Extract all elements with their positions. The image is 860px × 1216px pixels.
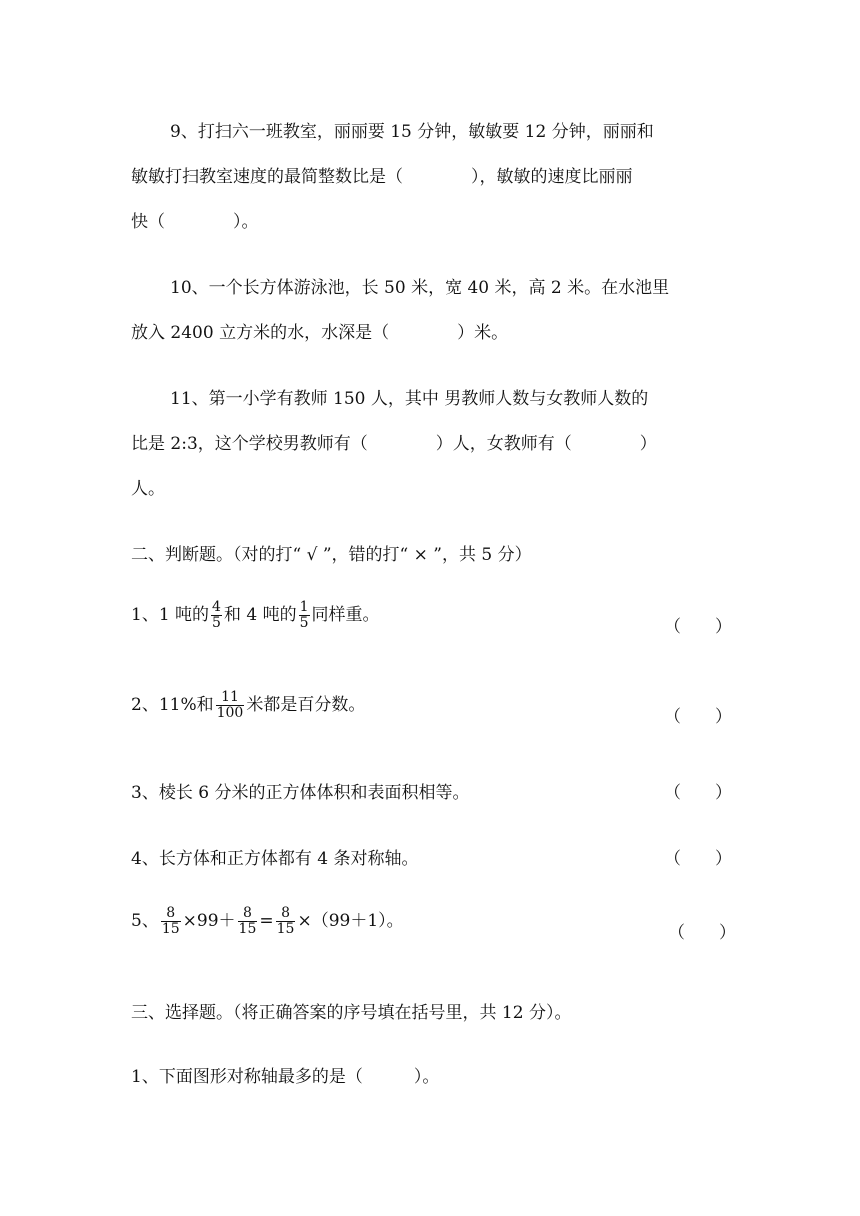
q11-line-2: 比是 2:3，这个学校男教师有（ ）人，女教师有（ ） (131, 434, 657, 454)
fraction (276, 906, 296, 937)
fraction-numerator: 1 (299, 599, 309, 615)
judge-2-answer[interactable]: （ ） (664, 707, 732, 727)
judge-item-2 (131, 690, 365, 721)
judge-1-prefix: 1、1 吨的 (131, 605, 210, 625)
judge-5-t1: ×99＋ (182, 911, 236, 931)
judge-1-answer[interactable]: （ ） (664, 617, 732, 637)
fraction-numerator: 8 (276, 906, 296, 922)
q9-line-2: 敏敏打扫教室速度的最简整数比是（ ），敏敏的速度比丽丽 (131, 167, 633, 187)
judge-5-t2: = (259, 911, 274, 931)
fraction-numerator: 11 (216, 690, 245, 706)
fraction-denominator: 15 (161, 921, 180, 937)
judge-2-prefix: 2、11%和 (131, 695, 214, 715)
fraction (299, 600, 310, 631)
judge-5-prefix: 5、 (131, 911, 159, 931)
fraction (211, 600, 222, 631)
fraction-denominator: 15 (238, 921, 257, 937)
fraction-numerator: 4 (212, 599, 221, 615)
judge-5-answer[interactable]: （ ） (668, 923, 736, 943)
q9-line-3: 快（ ）。 (131, 212, 259, 232)
judge-item-1 (131, 600, 380, 631)
judge-item-4: 4、长方体和正方体都有 4 条对称轴。 (131, 849, 419, 869)
fraction (238, 906, 258, 937)
fraction (161, 906, 181, 937)
fraction-numerator: 8 (238, 906, 258, 922)
fraction (216, 690, 245, 721)
judge-3-answer[interactable]: （ ） (664, 783, 732, 803)
fraction-numerator: 8 (161, 906, 181, 922)
q11-line-1: 11、第一小学有教师 150 人，其中 男教师人数与女教师人数的 (170, 389, 649, 409)
judge-2-suffix: 米都是百分数。 (246, 695, 366, 715)
fraction-denominator: 5 (299, 615, 309, 631)
judge-item-5 (131, 906, 404, 937)
q9-line-1: 9、打扫六一班教室，丽丽要 15 分钟，敏敏要 12 分钟，丽丽和 (170, 122, 654, 142)
judge-1-suffix: 同样重。 (311, 605, 380, 625)
fraction-denominator: 100 (216, 705, 244, 721)
section-3-title: 三、选择题。（将正确答案的序号填在括号里，共 12 分）。 (131, 1003, 572, 1023)
choice-question-1: 1、下面图形对称轴最多的是（ ）。 (131, 1067, 440, 1087)
q11-line-3: 人。 (131, 479, 165, 499)
q10-line-2: 放入 2400 立方米的水，水深是（ ）米。 (131, 323, 509, 343)
judge-5-suffix: ×（99＋1）。 (297, 911, 404, 931)
q10-line-1: 10、一个长方体游泳池，长 50 米，宽 40 米，高 2 米。在水池里 (170, 278, 670, 298)
fraction-denominator: 5 (212, 615, 221, 631)
fraction-denominator: 15 (276, 921, 295, 937)
judge-item-3: 3、棱长 6 分米的正方体体积和表面积相等。 (131, 783, 470, 803)
judge-4-answer[interactable]: （ ） (664, 849, 732, 869)
judge-1-mid: 和 4 吨的 (223, 605, 297, 625)
section-2-title: 二、判断题。（对的打“ √ ”，错的打“ × ”，共 5 分） (131, 545, 532, 565)
